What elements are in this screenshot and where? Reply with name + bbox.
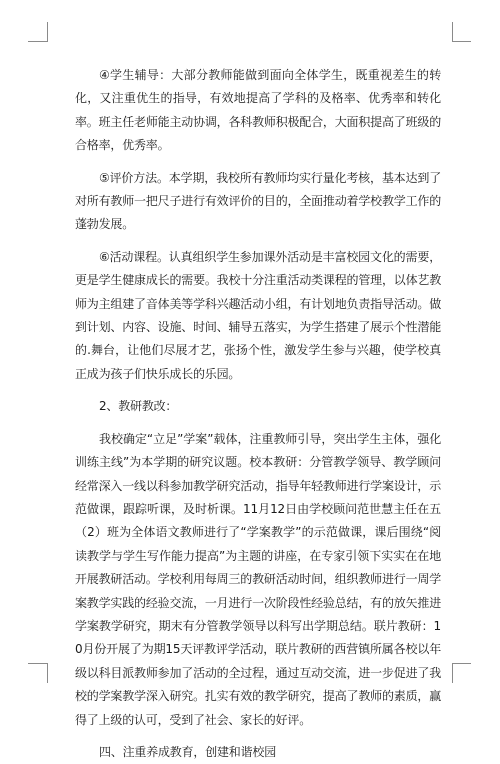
document-body bbox=[75, 64, 441, 764]
section-heading-habit-education: 四、注重养成教育，创建和谐校园 bbox=[99, 744, 277, 759]
paragraph-student-tutoring: ④学生辅导：大部分教师能做到面向全体学生，既重视差生的转化，又注重优生的指导，有效地提高了学科的及格率、优秀率和转化率。班主任老师能主动协调，各科教师积极配合，大面积提高了班级的合格率，优秀率。 bbox=[75, 68, 441, 153]
paragraph-teaching-research: 我校确定“立足”学案”载体，注重教师引导，突出学生主体，强化训练主线”为本学期的研究议题。校本教研：分管教学领导、教学顾问经常深入一线以科参加教学研究活动，指导年轻教师进行学案设计，示范做课，跟踪听课，及时析课。11月12日由学校顾问范世慧主任在五（2）班为全体语文教师进行了“学案教学”的示范做课，课后围绕“阅读教学与学生写作能力提高”为主题的讲座，在专家引领下实实在在地开展教研活动。学校利用每周三的教研活动时间，组织教师进行一周学案教学实践的经验交流，一月进行一次阶段性经验总结，有的放矢推进学案教学研究，期末有分管教学领导以科写出学期总结。联片教研：10月份开展了为期15天评教评学活动，联片教研的西营镇所属各校以年级以科目派教师参加了活动的全过程，通过互动交流，进一步促进了我校的学案教学深入研究。扎实有效的教学研究，提高了教师的素质，赢得了上级的认可，受到了社会、家长的好评。 bbox=[75, 431, 441, 727]
paragraph-activity-curriculum: ⑥活动课程。认真组织学生参加课外活动是丰富校园文化的需要，更是学生健康成长的需要。我校十分注重活动类课程的管理，以体艺教师为主组建了音体美等学科兴趣活动小组，有计划地负责指导活动。做到计划、内容、设施、时间、辅导五落实，为学生搭建了展示个性潜能的.舞台，让他们尽展才艺，张扬个性，激发学生参与兴趣，使学校真正成为孩子们快乐成长的乐园。 bbox=[75, 249, 441, 381]
paragraph-evaluation-method: ⑤评价方法。本学期，我校所有教师均实行量化考核，基本达到了对所有教师一把尺子进行有效评价的目的，全面推动着学校教学工作的蓬勃发展。 bbox=[75, 170, 441, 232]
section-heading-teaching-research: 2、教研教改： bbox=[99, 399, 178, 414]
